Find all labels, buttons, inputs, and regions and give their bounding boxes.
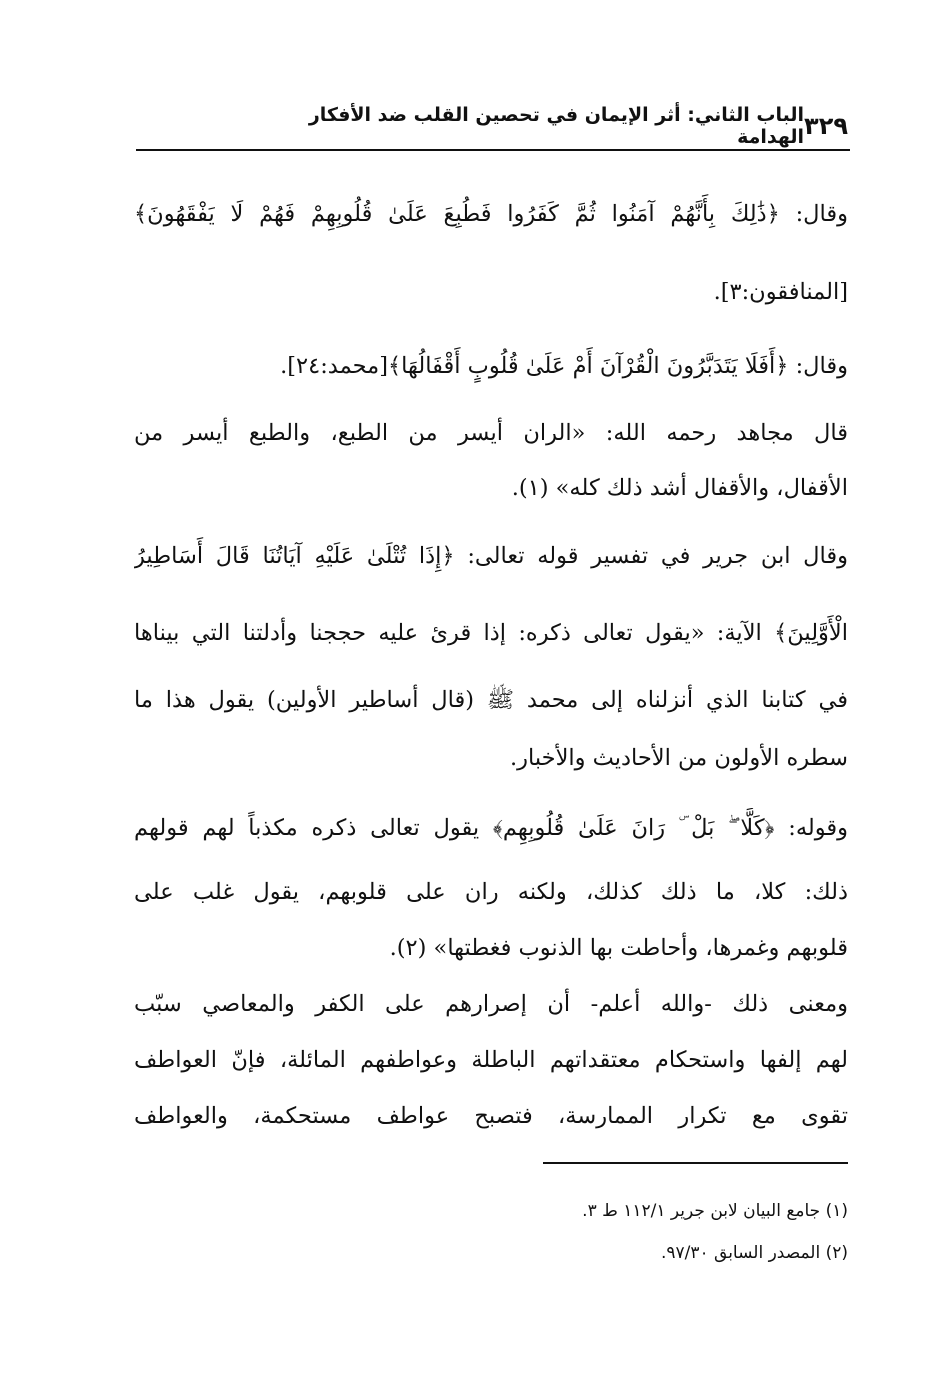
running-title: الباب الثاني: أثر الإيمان في تحصين القلب ضد الأفكار الهدامة	[308, 104, 805, 148]
body-line-15: تقوى مع تكرار الممارسة، فتصبح عواطف مستحكمة، والعواطف	[134, 1103, 848, 1129]
body-line-5: الأقفال، والأقفال أشد ذلك كله» (١).	[511, 475, 848, 501]
body-line-14: لهم إلفها واستحكام معتقداتهم الباطلة وعواطفهم المائلة، فإنّ العواطف	[134, 1047, 848, 1073]
footnote-2: (٢) المصدر السابق ٩٧/٣٠.	[660, 1243, 848, 1263]
body-line-3: وقال: ﴿أَفَلَا يَتَدَبَّرُونَ الْقُرْآنَ أَمْ عَلَىٰ قُلُوبٍ أَقْفَالُهَا﴾[محمد:٢٤].	[280, 353, 848, 379]
body-line-9: سطره الأولون من الأحاديث والأخبار.	[510, 745, 848, 771]
body-line-8: في كتابنا الذي أنزلناه إلى محمد ﷺ (قال أساطير الأولين) يقول هذا ما	[134, 687, 848, 713]
body-line-6: وقال ابن جرير في تفسير قوله تعالى: ﴿إِذَا تُتْلَىٰ عَلَيْهِ آيَاتُنَا قَالَ أَسَاطِيرُ	[134, 543, 848, 569]
footnote-1: (١) جامع البيان لابن جرير ١١٢/١ ط ٣.	[582, 1201, 848, 1221]
body-line-10: وقوله: ﴿كَلَّا ۖ بَلْ ۜ رَانَ عَلَىٰ قُلُوبِهِم﴾ يقول تعالى ذكره مكذباً لهم قولهم	[134, 815, 848, 841]
body-line-4: قال مجاهد رحمه الله: «الران أيسر من الطبع، والطبع أيسر من	[134, 420, 848, 446]
body-line-11: ذلك: كلا، ما ذلك كذلك، ولكنه ران على قلوبهم، يقول غلب على	[134, 879, 848, 905]
header-rule	[136, 149, 850, 151]
body-line-1: وقال: ﴿ذَٰلِكَ بِأَنَّهُمْ آمَنُوا ثُمَّ كَفَرُوا فَطُبِعَ عَلَىٰ قُلُوبِهِمْ فَهُمْ لَا يَفْقَهُونَ﴾	[134, 201, 848, 227]
body-line-7: الْأَوَّلِينَ﴾ الآية: «يقول تعالى ذكره: إذا قرئ عليه حججنا وأدلتنا التي بيناها	[134, 620, 848, 646]
body-line-12: قلوبهم وغمرها، وأحاطت بها الذنوب فغطتها» (٢).	[389, 935, 848, 961]
body-line-2: [المنافقون:٣].	[713, 279, 848, 305]
body-line-13: ومعنى ذلك -والله أعلم- أن إصرارهم على الكفر والمعاصي سبّب	[134, 991, 848, 1017]
page-header	[136, 104, 848, 148]
page-number: ٣٢٩	[804, 112, 848, 140]
footnote-rule	[543, 1162, 848, 1164]
